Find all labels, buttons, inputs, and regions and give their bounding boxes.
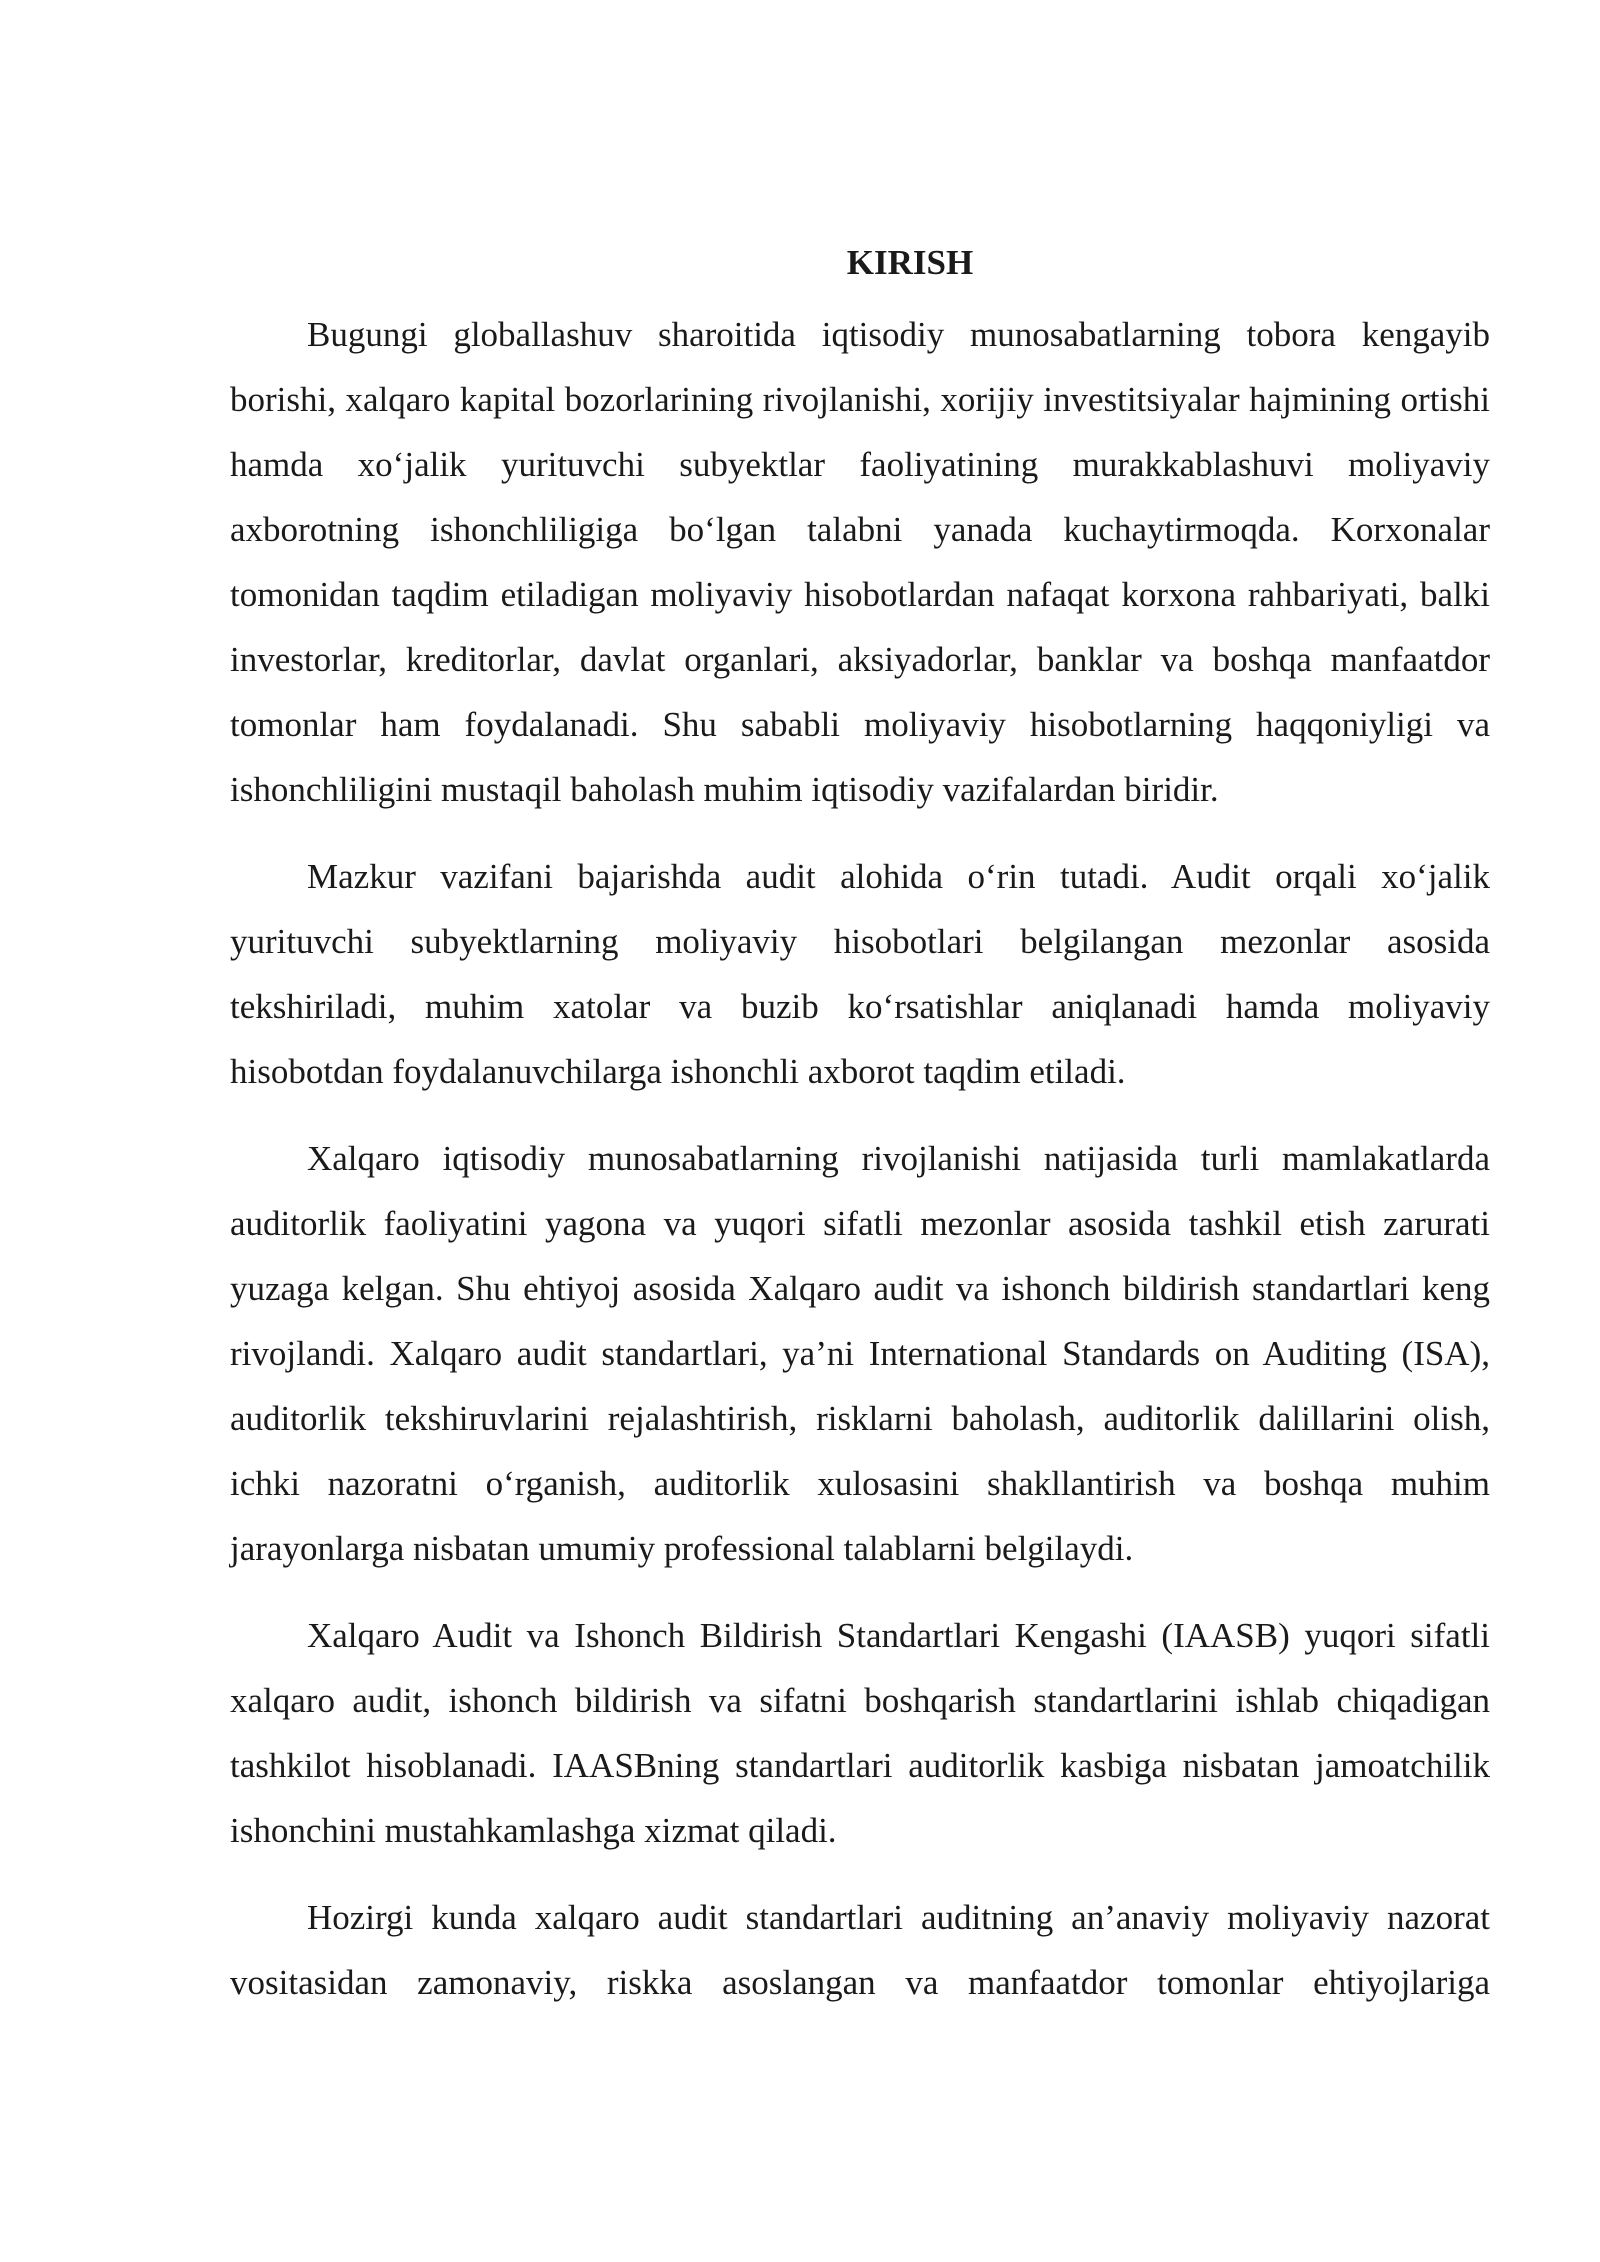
document-body — [230, 240, 1490, 2037]
paragraph-5: Hozirgi kunda xalqaro audit standartlari auditning an’anaviy moliyaviy nazorat vositasidan zamonaviy, riskka asoslangan va manfaatdor tomonlar ehtiyojlariga — [230, 1898, 1490, 2002]
paragraph-4: Xalqaro Audit va Ishonch Bildirish Standartlari Kengashi (IAASB) yuqori sifatli xalqaro audit, ishonch bildirish va sifatni boshqarish standartlarini ishlab chiqadigan tashkilot hisoblanadi. IAASBning standartlari auditorlik kasbiga nisbatan jamoatchilik ishonchini mustahkamlashga xizmat qiladi. — [230, 1616, 1490, 1850]
paragraph-2: Mazkur vazifani bajarishda audit alohida o‘rin tutadi. Audit orqali xo‘jalik yurituvchi subyektlarning moliyaviy hisobotlari belgilangan mezonlar asosida tekshiriladi, muhim xatolar va buzib ko‘rsatishlar aniqlanadi hamda moliyaviy hisobotdan foydalanuvchilarga ishonchli axborot taqdim etiladi. — [230, 857, 1490, 1091]
paragraph-1: Bugungi globallashuv sharoitida iqtisodiy munosabatlarning tobora kengayib borishi, xalqaro kapital bozorlarining rivojlanishi, xorijiy investitsiyalar hajmining ortishi hamda xo‘jalik yurituvchi subyektlar faoliyatining murakkablashuvi moliyaviy axborotning ishonchliligiga bo‘lgan talabni yanada kuchaytirmoqda. Korxonalar tomonidan taqdim etiladigan moliyaviy hisobotlardan nafaqat korxona rahbariyati, balki investorlar, kreditorlar, davlat organlari, aksiyadorlar, banklar va boshqa manfaatdor tomonlar ham foydalanadi. Shu sababli moliyaviy hisobotlarning haqqoniyligi va ishonchliligini mustaqil baholash muhim iqtisodiy vazifalardan biridir. — [230, 315, 1490, 809]
section-title: KIRISH — [846, 243, 974, 282]
paragraph-3: Xalqaro iqtisodiy munosabatlarning rivojlanishi natijasida turli mamlakatlarda auditorlik faoliyatini yagona va yuqori sifatli mezonlar asosida tashkil etish zarurati yuzaga kelgan. Shu ehtiyoj asosida Xalqaro audit va ishonch bildirish standartlari keng rivojlandi. Xalqaro audit standartlari, ya’ni International Standards on Auditing (ISA), auditorlik tekshiruvlarini rejalashtirish, risklarni baholash, auditorlik dalillarini olish, ichki nazoratni o‘rganish, auditorlik xulosasini shakllantirish va boshqa muhim jarayonlarga nisbatan umumiy professional talablarni belgilaydi. — [230, 1139, 1490, 1568]
